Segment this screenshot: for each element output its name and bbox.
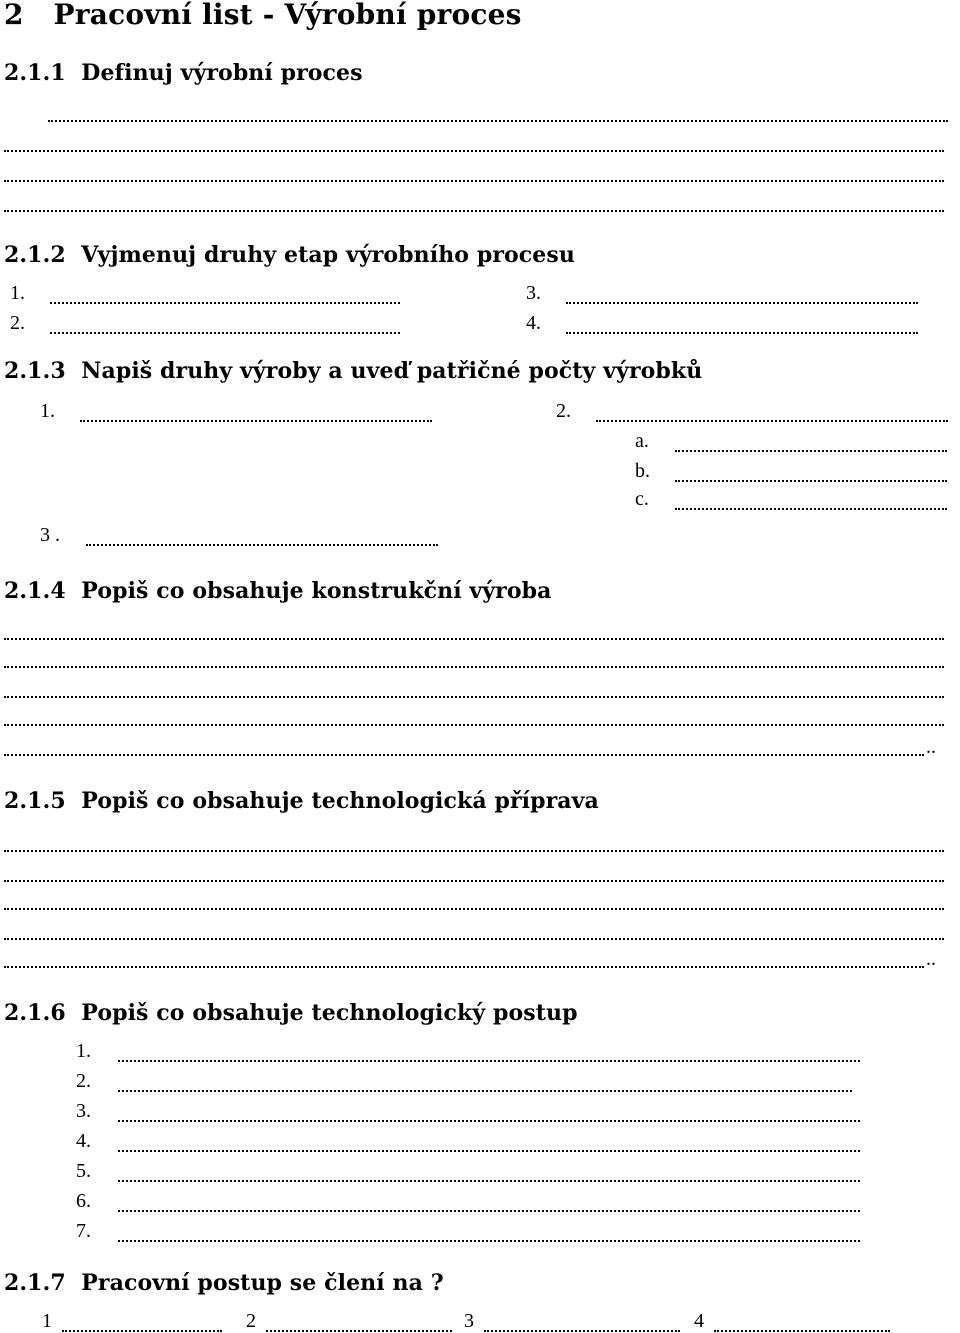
answer-line[interactable] — [118, 1120, 860, 1122]
section-heading-2-1-2 — [4, 242, 575, 268]
answer-line[interactable] — [4, 938, 944, 940]
list-item-number: 3. — [76, 1100, 91, 1122]
list-item-number: 3 . — [40, 524, 60, 546]
answer-line[interactable] — [675, 450, 947, 452]
answer-line[interactable] — [80, 420, 432, 422]
list-item-number: 6. — [76, 1190, 91, 1212]
section-title: Popiš co obsahuje technologický postup — [81, 1000, 578, 1026]
list-item-number: 3 — [464, 1310, 474, 1332]
section-title: Pracovní postup se člení na ? — [81, 1270, 444, 1296]
answer-line[interactable] — [86, 544, 438, 546]
list-item-number: 2. — [556, 400, 571, 422]
list-item-number: 3. — [526, 282, 541, 304]
answer-line[interactable] — [566, 332, 918, 334]
answer-line[interactable] — [4, 666, 944, 668]
answer-line[interactable] — [4, 638, 944, 640]
list-item-number: 2. — [10, 312, 25, 334]
list-item-number: 1. — [76, 1040, 91, 1062]
title-text: Pracovní list - Výrobní proces — [53, 0, 522, 31]
answer-line[interactable] — [4, 880, 944, 882]
answer-line[interactable] — [118, 1060, 860, 1062]
title-number: 2 — [4, 0, 24, 31]
sub-item-letter: a. — [635, 430, 649, 452]
answer-line[interactable] — [4, 150, 944, 152]
section-heading-2-1-4 — [4, 578, 552, 604]
answer-line[interactable] — [4, 724, 944, 726]
section-title: Vyjmenuj druhy etap výrobního procesu — [81, 242, 575, 268]
answer-line[interactable] — [675, 508, 947, 510]
section-heading-2-1-5 — [4, 788, 599, 814]
list-item-number: 2. — [76, 1070, 91, 1092]
section-number: 2.1.2 — [4, 242, 66, 268]
list-item-number: 1 — [42, 1310, 52, 1332]
list-item-number: 5. — [76, 1160, 91, 1182]
answer-line[interactable] — [50, 302, 400, 304]
answer-line[interactable] — [4, 180, 944, 182]
sub-item-letter: c. — [635, 488, 649, 510]
answer-line[interactable] — [50, 332, 400, 334]
list-item-number: 1. — [40, 400, 55, 422]
section-number: 2.1.6 — [4, 1000, 66, 1026]
section-title: Popiš co obsahuje technologická příprava — [81, 788, 599, 814]
answer-line[interactable] — [118, 1240, 860, 1242]
answer-line[interactable] — [4, 696, 944, 698]
section-number: 2.1.4 — [4, 578, 66, 604]
section-heading-2-1-7 — [4, 1270, 444, 1296]
answer-line[interactable] — [118, 1090, 852, 1092]
answer-line[interactable] — [4, 908, 944, 910]
answer-line[interactable] — [675, 480, 947, 482]
answer-line[interactable] — [4, 210, 944, 212]
answer-line[interactable] — [48, 120, 948, 122]
section-number: 2.1.5 — [4, 788, 66, 814]
page-title — [4, 0, 522, 31]
section-number: 2.1.7 — [4, 1270, 66, 1296]
section-number: 2.1.1 — [4, 60, 66, 86]
section-heading-2-1-1 — [4, 60, 363, 86]
section-heading-2-1-6 — [4, 1000, 578, 1026]
answer-line[interactable] — [566, 302, 918, 304]
sub-item-letter: b. — [635, 460, 650, 482]
answer-line[interactable] — [118, 1180, 860, 1182]
list-item-number: 4. — [76, 1130, 91, 1152]
section-number: 2.1.3 — [4, 358, 66, 384]
list-item-number: 4. — [526, 312, 541, 334]
section-title: Popiš co obsahuje konstrukční výroba — [81, 578, 552, 604]
list-item-number: 7. — [76, 1220, 91, 1242]
section-heading-2-1-3 — [4, 358, 702, 384]
answer-line[interactable] — [596, 420, 948, 422]
section-title: Napiš druhy výroby a uveď patřičné počty výrobků — [81, 358, 703, 384]
answer-line[interactable] — [118, 1150, 860, 1152]
list-item-number: 1. — [10, 282, 25, 304]
list-item-number: 2 — [246, 1310, 256, 1332]
answer-line[interactable] — [4, 850, 944, 852]
answer-line[interactable] — [4, 966, 924, 968]
section-title: Definuj výrobní proces — [81, 60, 363, 86]
line-end-mark: .. — [926, 948, 936, 970]
answer-line[interactable] — [4, 754, 924, 756]
answer-line[interactable] — [118, 1210, 860, 1212]
list-item-number: 4 — [694, 1310, 704, 1332]
line-end-mark: .. — [926, 736, 936, 758]
